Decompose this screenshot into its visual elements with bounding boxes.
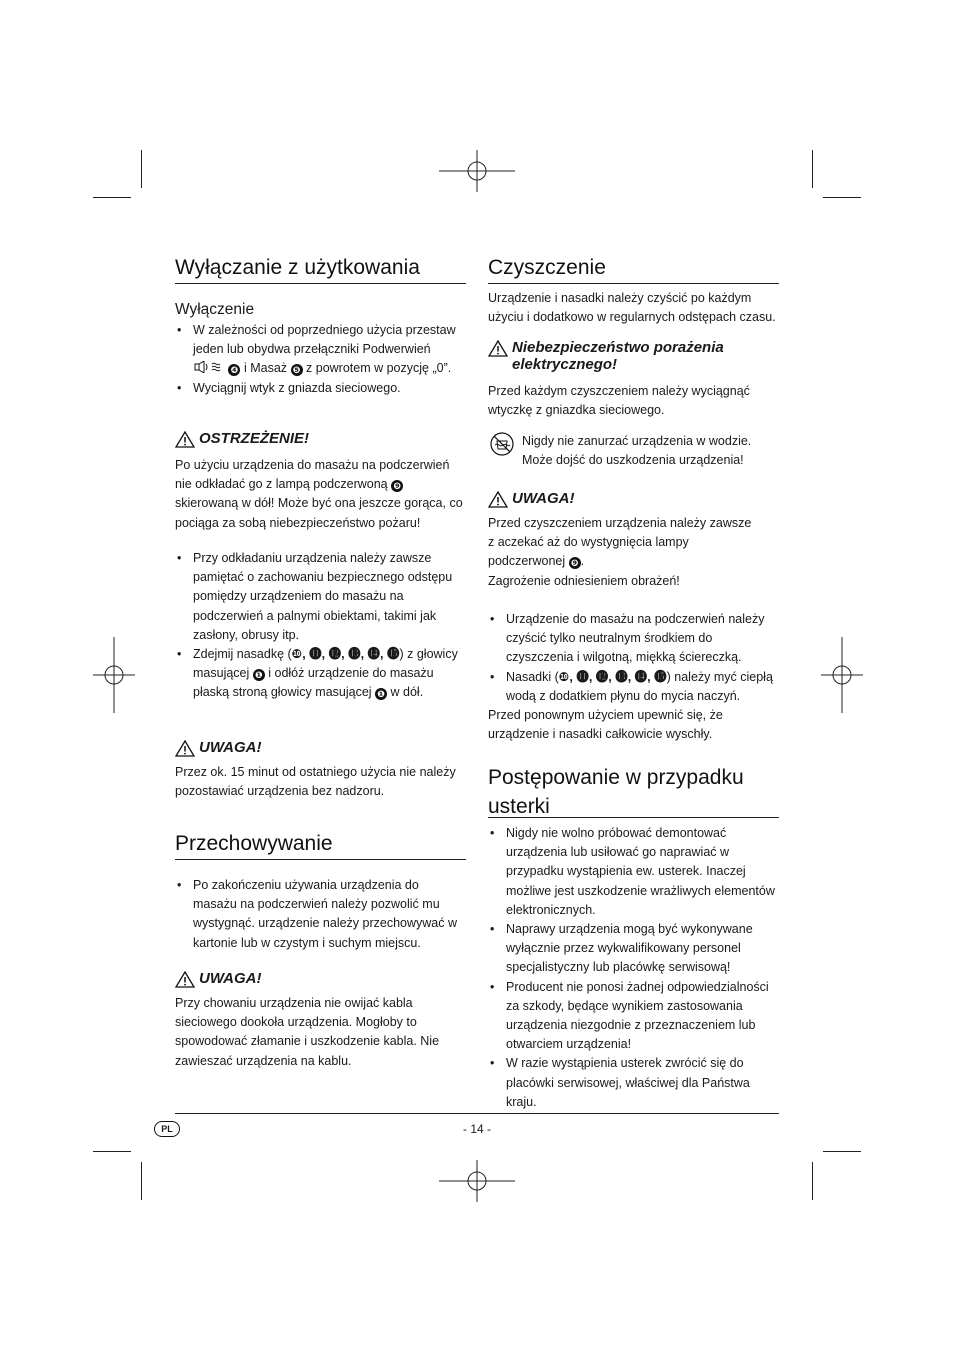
storage-safety-list <box>175 549 465 703</box>
warning-heading: UWAGA! <box>488 490 575 508</box>
warning-triangle-icon <box>175 431 195 448</box>
language-badge: PL <box>154 1121 180 1137</box>
no-water-immersion-icon <box>490 432 514 456</box>
section-title-storage: Przechowywanie <box>175 832 333 855</box>
warning-text: Przez ok. 15 minut od ostatniego użycia nie należy pozostawiać urządzenia bez nadzoru. <box>175 765 456 799</box>
title-rule <box>488 283 779 284</box>
cleaning-intro: Urządzenie i nasadki należy czyścić po każdym użyciu i dodatkowo w regularnych odstępach czasu. <box>488 291 776 325</box>
warning-heading: OSTRZEŻENIE! <box>175 430 309 448</box>
crop-mark <box>812 1162 813 1200</box>
number-4-icon: ❹ <box>228 364 240 376</box>
storage-list <box>175 876 465 953</box>
warning-heading: UWAGA! <box>175 739 262 757</box>
cleaning-outro: Przed ponownym użyciem upewnić się, że urządzenie i nasadki całkowicie wyschły. <box>488 708 723 742</box>
section-title-switch-off: Wyłączanie z użytkowania <box>175 256 420 279</box>
warning-triangle-icon <box>488 340 508 357</box>
section-title-troubleshooting: Postępowanie w przypadku usterki <box>488 766 744 818</box>
warning-text: Przy chowaniu urządzenia nie owijać kabla sieciowego dookoła urządzenia. Mogłoby to spowodować złamanie i uszkodzenie kabla. Nie zawieszać urządzenia na kablu. <box>175 996 440 1068</box>
danger-heading: Niebezpieczeństwo porażenia elektrycznego! <box>488 339 768 373</box>
registration-mark-icon <box>439 1143 515 1219</box>
crop-mark <box>93 197 131 198</box>
footer-rule <box>175 1113 779 1114</box>
switch-off-list <box>175 321 465 398</box>
registration-mark-icon <box>76 637 152 713</box>
number-9-icon: ❾ <box>569 557 581 569</box>
no-water-notice <box>490 432 778 470</box>
speaker-wave-icon <box>193 361 225 373</box>
danger-text: Przed każdym czyszczeniem należy wyciągnąć wtyczkę z gniazdka sieciowego. <box>488 384 750 418</box>
section-title-cleaning: Czyszczenie <box>488 256 606 279</box>
warning-text: Przed czyszczeniem urządzenia należy zawsze z aczekać aż do wystygnięcia lampy podczerwonej ❾ . Zagrożenie odniesieniem obrażeń! <box>488 516 752 588</box>
number-1-icon: ❶ <box>375 688 387 700</box>
crop-mark <box>812 150 813 188</box>
title-rule <box>175 283 466 284</box>
subsection-title: Wyłączenie <box>175 301 255 318</box>
attachment-numbers: ❿, ⓫, ⓬, ⓭, ⓮, ⓯ <box>558 669 667 684</box>
list-item: • Zdejmij nasadkę (❿, ⓫, ⓬, ⓭, ⓮, ⓯) z głowicy masującej ❶ i odłóż urządzenie do masażu płaską stroną głowicy masującej ❶ w dół. <box>175 645 465 703</box>
crop-mark <box>141 1162 142 1200</box>
registration-mark-icon <box>439 133 515 209</box>
list-item: • Po zakończeniu używania urządzenia do masażu na podczerwień należy pozwolić mu wystygnąć. urządzenie należy przechowywać w kartonie lub w czystym i suchym miejscu. <box>175 876 465 953</box>
title-rule <box>175 859 466 860</box>
number-5-icon: ❺ <box>291 364 303 376</box>
list-item: • Wyciągnij wtyk z gniazda sieciowego. <box>175 379 465 398</box>
registration-mark-icon <box>804 637 880 713</box>
warning-heading: UWAGA! <box>175 970 262 988</box>
list-item: • Nigdy nie wolno próbować demontować urządzenia lub usiłować go naprawiać w przypadku wystąpienia ew. usterek. Inaczej możliwe jest uszkodzenie wrażliwych elementów elektronicznych. <box>488 824 778 920</box>
crop-mark <box>93 1151 131 1152</box>
warning-triangle-icon <box>488 491 508 508</box>
title-rule <box>488 817 779 818</box>
warning-triangle-icon <box>175 971 195 988</box>
list-item: • Nasadki (❿, ⓫, ⓬, ⓭, ⓮, ⓯) należy myć ciepłą wodą z dodatkiem płynu do mycia naczyń. <box>488 668 778 706</box>
crop-mark <box>141 150 142 188</box>
page-number: - 14 - <box>462 1122 491 1136</box>
attachment-numbers: ❿, ⓫, ⓬, ⓭, ⓮, ⓯ <box>291 647 400 662</box>
troubleshooting-list <box>488 824 778 1112</box>
cleaning-list <box>488 610 778 706</box>
list-item: • Producent nie ponosi żadnej odpowiedzialności za szkody, będące wynikiem zastosowania urządzenia niezgodnie z przeznaczeniem lub otwarciem urządzenia! <box>488 978 778 1055</box>
number-1-icon: ❶ <box>253 669 265 681</box>
warning-triangle-icon <box>175 740 195 757</box>
number-9-icon: ❾ <box>391 480 403 492</box>
crop-mark <box>823 1151 861 1152</box>
crop-mark <box>823 197 861 198</box>
list-item: • Przy odkładaniu urządzenia należy zawsze pamiętać o zachowaniu bezpiecznego odstępu pomiędzy urządzeniem do masażu na podczerwień a palnymi obiektami, takimi jak zasłony, obrusy itp. <box>175 549 465 645</box>
list-item: • W razie wystąpienia usterek zwrócić się do placówki serwisowej, właściwej dla Państwa kraju. <box>488 1054 778 1112</box>
no-water-text: Nigdy nie zanurzać urządzenia w wodzie. Może dojść do uszkodzenia urządzenia! <box>522 434 752 468</box>
list-item: • Naprawy urządzenia mogą być wykonywane wyłącznie przez wykwalifikowany personel specjalistyczny lub placówkę serwisową! <box>488 920 778 978</box>
list-item: • Urządzenie do masażu na podczerwień należy czyścić tylko neutralnym środkiem do czyszczenia i wilgotną, miękką ściereczką. <box>488 610 778 668</box>
warning-text: Po użyciu urządzenia do masażu na podczerwień nie odkładać go z lampą podczerwoną ❾ skierowaną w dół! Może być ona jeszcze gorąca, co pociąga za sobą niebezpieczeństwo pożaru! <box>175 458 463 530</box>
list-item: • W zależności od poprzedniego użycia przestaw jeden lub obydwa przełączniki Podwerwień ❹ i Masaż ❺ z powrotem w pozycję „0”. <box>175 321 465 379</box>
